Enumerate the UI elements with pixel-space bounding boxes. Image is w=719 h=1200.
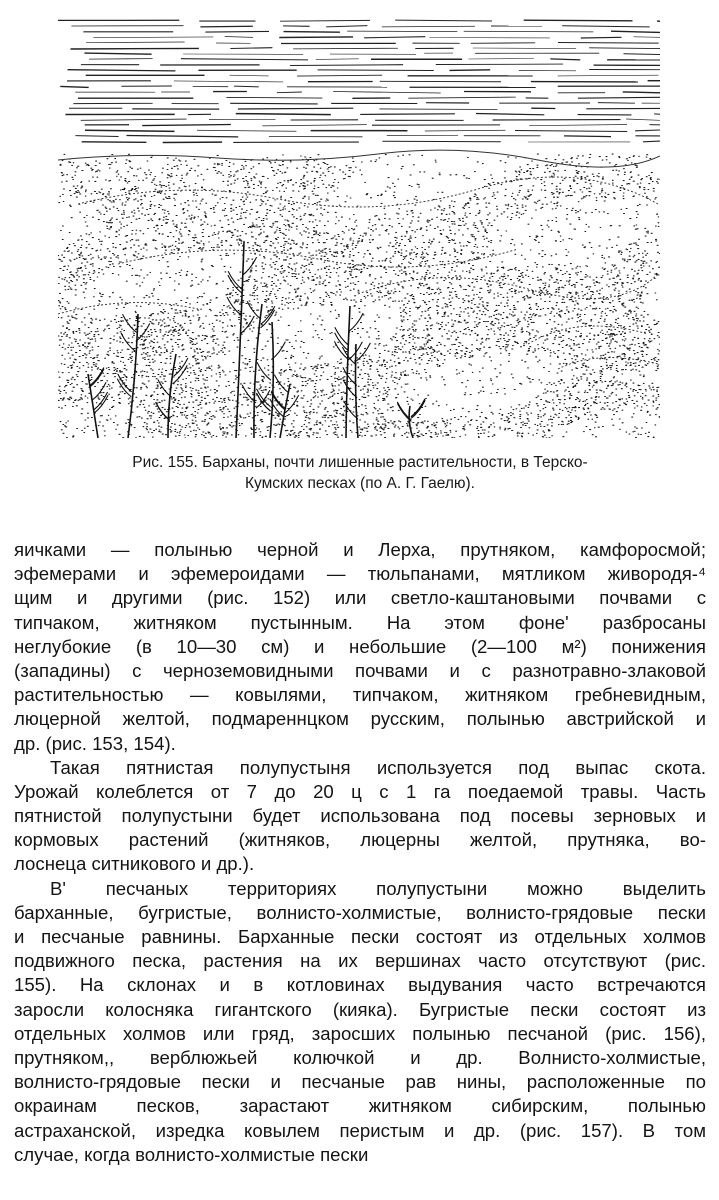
text-line: подвижного песка, растения на их вершинах часто отсутствуют (рис. (14, 950, 706, 972)
text-line: барханные, бугристые, волнисто-холмистые, волнисто-грядовые пески (14, 901, 706, 923)
text-line: окраинам песков, зарастают житняком сибирским, полынью (14, 1095, 706, 1117)
text-line: 155). На склонах и в котловинах выдувания часто встречаются (14, 974, 706, 996)
stippled-dunes-drawing (58, 14, 660, 438)
text-line: случае, когда волнисто-холмистые пески (14, 1143, 369, 1165)
text-line: Такая пятнистая полупустыня используется под выпас скота. (50, 756, 706, 778)
caption-line: Рис. 155. Барханы, почти лишенные растительности, в Терско- (132, 454, 588, 471)
text-line: неглубокие (в 10—30 см) и небольшие (2—100 м²) понижения (14, 635, 706, 657)
figure-illustration-barchans (58, 14, 660, 438)
text-line: заросли колосняка гигантского (кияка). Бугристые пески состоят из (14, 998, 706, 1020)
text-line: кормовых растений (житняков, люцерны желтой, прутняка, во- (14, 829, 706, 851)
text-line: В' песчаных территориях полупустыни можно выделить (50, 877, 706, 899)
text-line: астраханской, изредка ковылем перистым и др. (рис. 157). В том (14, 1119, 706, 1141)
text-line: эфемерами и эфемероидами — тюльпанами, мятликом живородя-⁴ (14, 563, 706, 585)
text-line: яичками — полынью черной и Лерха, прутняком, камфоросмой; (14, 539, 706, 560)
text-line: отдельных холмов или гряд, заросших полынью песчаной (рис. 156), (14, 1022, 706, 1044)
text-line: щим и другими (рис. 152) или светло-каштановыми почвами с (14, 587, 706, 609)
text-line: Урожай колеблется от 7 до 20 ц с 1 га поедаемой травы. Часть (14, 780, 706, 802)
text-line: лоснеца ситникового и др.). (14, 853, 255, 875)
figure-caption (80, 452, 640, 494)
text-line: и песчаные равнины. Барханные пески состоят из отдельных холмов (14, 926, 706, 947)
text-line: люцерной желтой, подмареннцком русским, полынью австрийской и (14, 708, 706, 730)
text-line: (западины) с черноземовидными почвами и с разнотравно-злаковой (14, 659, 706, 681)
caption-line: Кумских песках (по А. Г. Гаелю). (244, 475, 475, 492)
text-line: растительностью — ковылями, типчаком, житняком гребневидным, (14, 684, 706, 706)
text-line: др. (рис. 153, 154). (14, 732, 176, 754)
body-text (14, 538, 706, 1167)
text-line: типчаком, житняком пустынным. На этом фоне' разбросаны (14, 611, 706, 633)
text-line: пятнистой полупустыни будет использована под посевы зерновых и (14, 805, 706, 827)
text-line: волнисто-грядовые пески и песчаные рав нины, расположенные по (14, 1071, 706, 1093)
text-line: прутняком,, верблюжьей колючкой и др. Волнисто-холмистые, (14, 1046, 706, 1068)
